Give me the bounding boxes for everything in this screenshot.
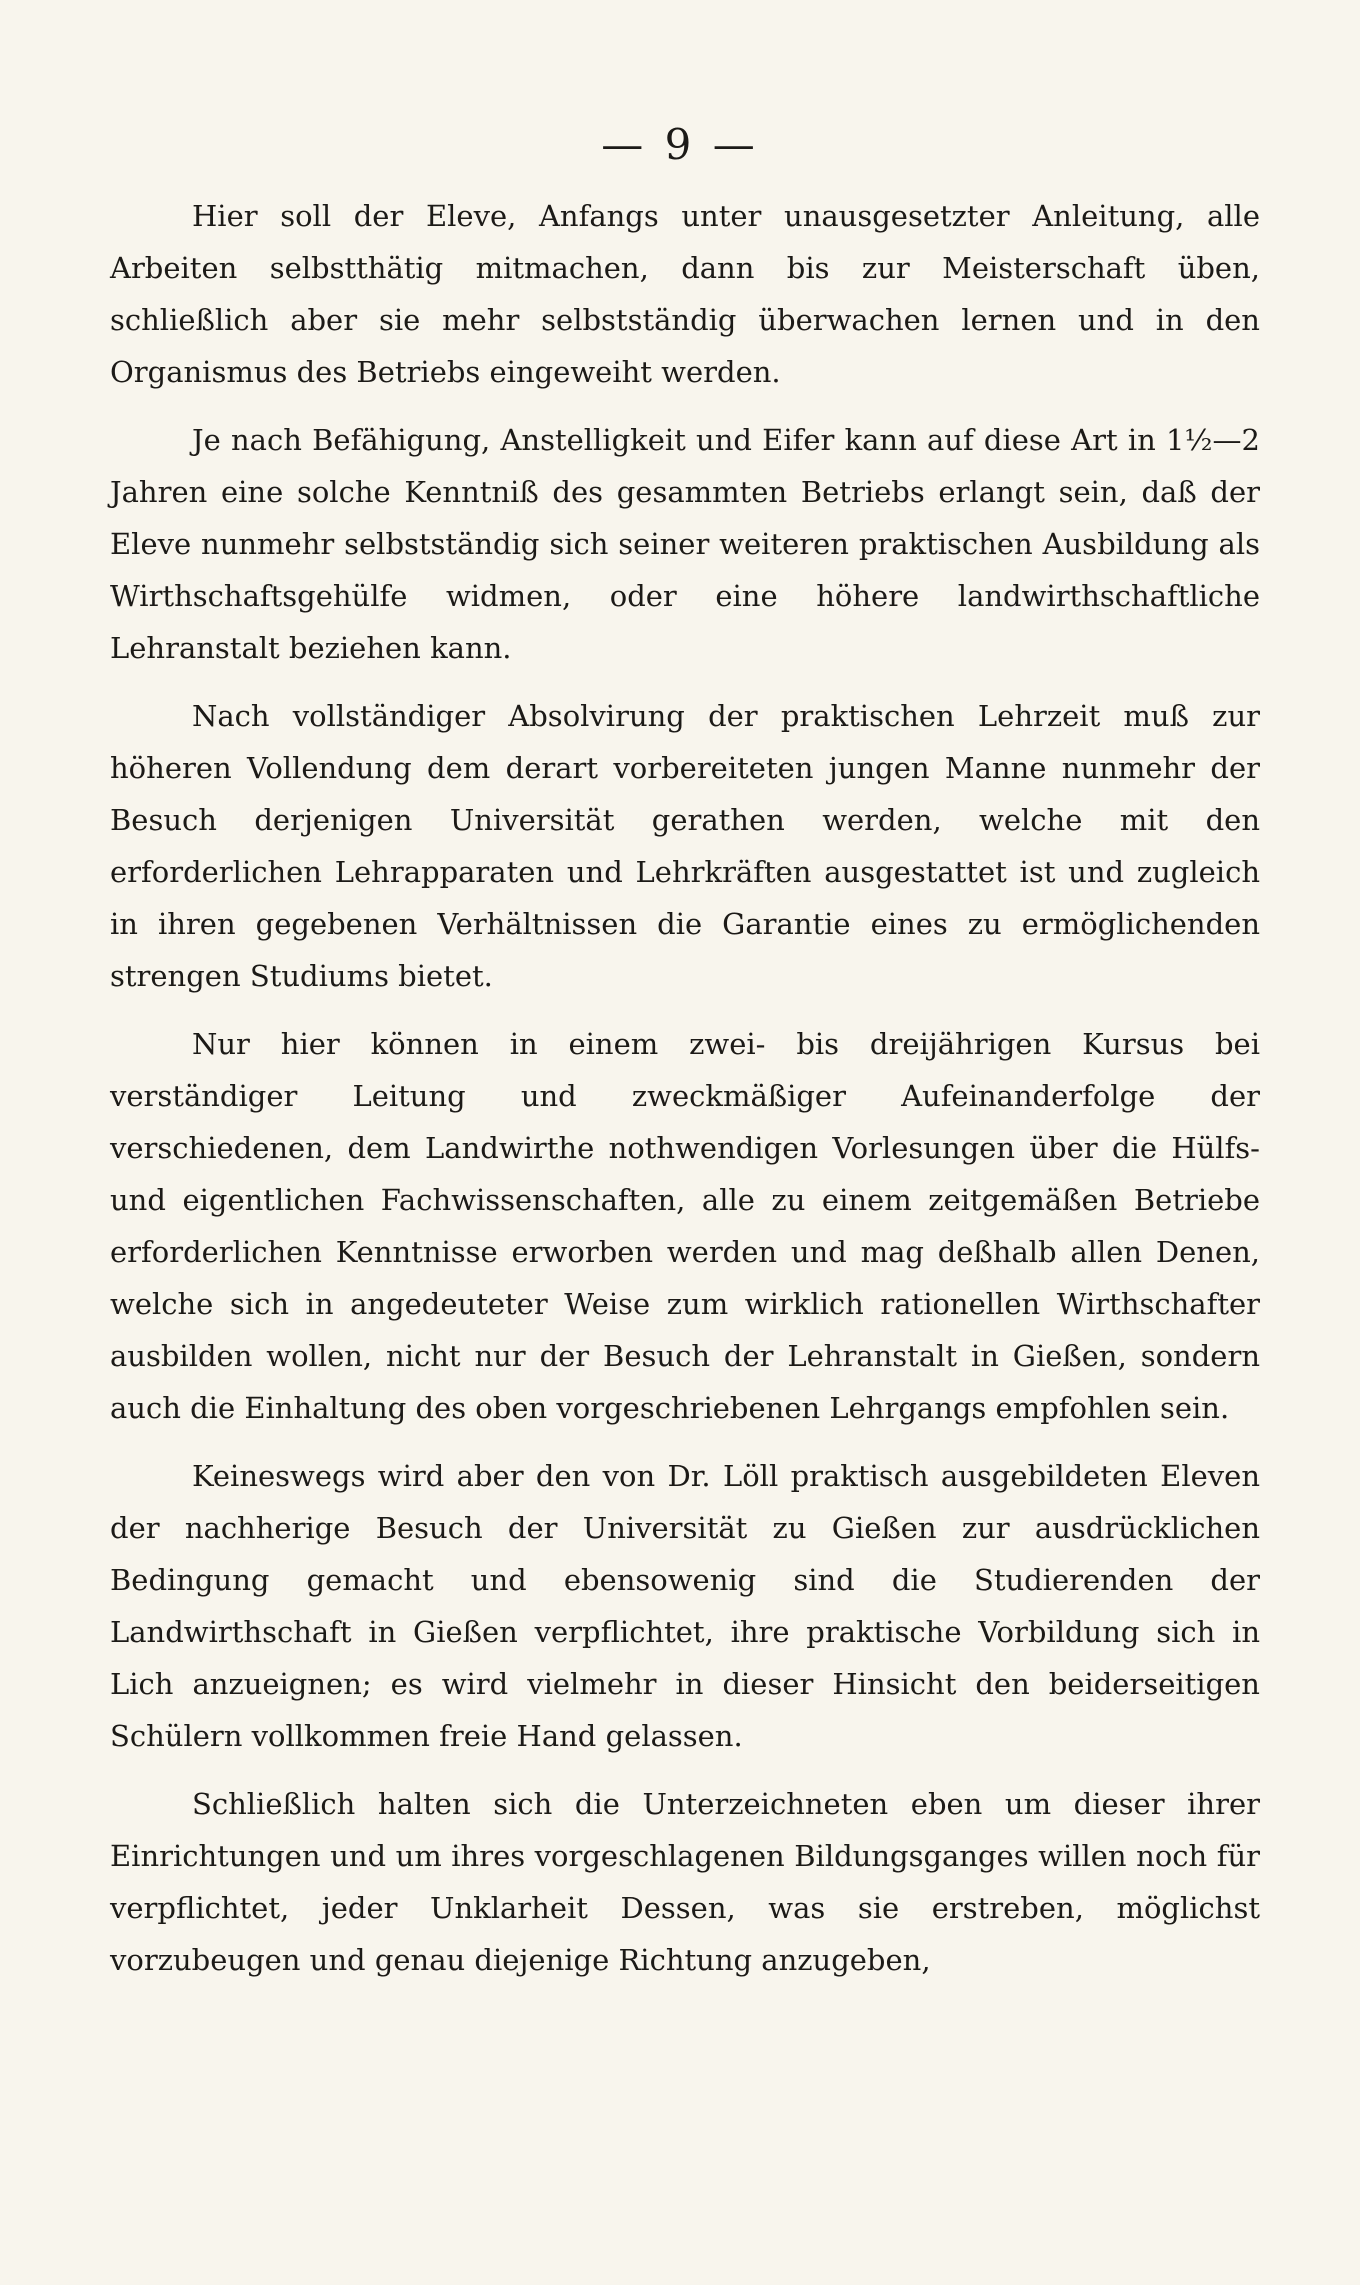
paragraph-2: Je nach Befähigung, Anstelligkeit und Eifer kann auf diese Art in 1½—2 Jahren eine solche Kenntniß des gesammten Betriebs erlangt sein, daß der Eleve nunmehr selbstständig sich seiner weiteren praktischen Ausbildung als Wirthschaftsgehülfe widmen, oder eine höhere landwirthschaftliche Lehranstalt beziehen kann. [110,423,1260,665]
paragraph-5: Keineswegs wird aber den von Dr. Löll praktisch ausgebildeten Eleven der nachherige Besuch der Universität zu Gießen zur ausdrücklichen Bedingung gemacht und ebensowenig sind die Studierenden der Landwirthschaft in Gießen verpflichtet, ihre praktische Vorbildung sich in Lich anzueignen; es wird vielmehr in dieser Hinsicht den beiderseitigen Schülern vollkommen freie Hand gelassen. [110,1459,1260,1753]
paragraph-3: Nach vollständiger Absolvirung der praktischen Lehrzeit muß zur höheren Vollendung dem derart vorbereiteten jungen Manne nunmehr der Besuch derjenigen Universität gerathen werden, welche mit den erforderlichen Lehrapparaten und Lehrkräften ausgestattet ist und zugleich in ihren gegebenen Verhältnissen die Garantie eines zu ermöglichenden strengen Studiums bietet. [110,699,1260,993]
paragraph-6: Schließlich halten sich die Unterzeichneten eben um dieser ihrer Einrichtungen und um ihres vorgeschlagenen Bildungsganges willen noch für verpflichtet, jeder Unklarheit Dessen, was sie erstreben, möglichst vorzubeugen und genau diejenige Richtung anzugeben, [110,1787,1260,1977]
page-number: — 9 — [601,120,759,169]
paragraph-4: Nur hier können in einem zwei- bis dreijährigen Kursus bei verständiger Leitung und zweckmäßiger Aufeinanderfolge der verschiedenen, dem Landwirthe nothwendigen Vorlesungen über die Hülfs- und eigentlichen Fachwissenschaften, alle zu einem zeitgemäßen Betriebe erforderlichen Kenntnisse erworben werden und mag deßhalb allen Denen, welche sich in angedeuteter Weise zum wirklich rationellen Wirthschafter ausbilden wollen, nicht nur der Besuch der Lehranstalt in Gießen, sondern auch die Einhaltung des oben vorgeschriebenen Lehrgangs empfohlen sein. [110,1027,1260,1425]
paragraph-1: Hier soll der Eleve, Anfangs unter unausgesetzter Anleitung, alle Arbeiten selbstthätig mitmachen, dann bis zur Meisterschaft üben, schließlich aber sie mehr selbstständig überwachen lernen und in den Organismus des Betriebs eingeweiht werden. [110,199,1260,389]
body-text [110,190,1260,2002]
